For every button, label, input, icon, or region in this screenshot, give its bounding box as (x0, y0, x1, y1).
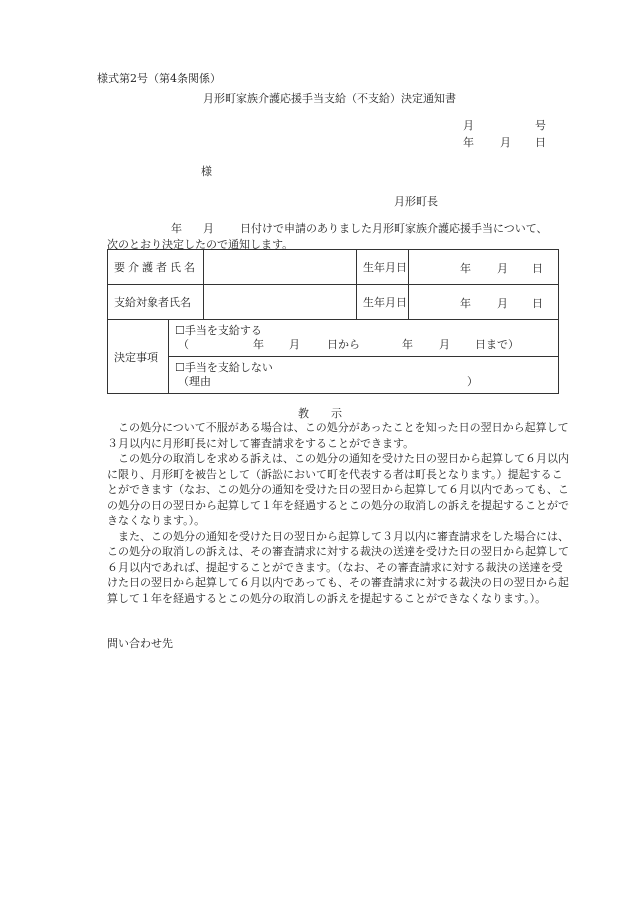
period-from-month: 月 (289, 338, 300, 351)
issue-date-month: 月 (500, 136, 511, 149)
reason-close: ） (467, 375, 478, 388)
issuer-name: 月形町長 (394, 195, 438, 208)
dob-year: 年 (460, 297, 471, 310)
contact-label: 問い合わせ先 (107, 637, 173, 650)
table-row (108, 250, 559, 285)
dob-day: 日 (532, 262, 543, 275)
notice-body (107, 420, 572, 606)
dob-day: 日 (532, 297, 543, 310)
period-to-year: 年 (402, 338, 413, 351)
dob-label: 生年月日 (357, 250, 409, 285)
care-recipient-dob-field[interactable] (409, 250, 559, 285)
period-open: （ (178, 338, 189, 351)
notice-paragraph: この処分について不服がある場合は、この処分があったことを知った日の翌日から起算して３月以内に月形町長に対して審査請求をすることができます。 (107, 421, 569, 450)
period-from-year: 年 (253, 338, 264, 351)
document-title: 月形町家族介護応援手当支給（不支給）決定通知書 (203, 92, 456, 105)
intro-text-line2: 次のとおり決定したので通知します。 (107, 238, 294, 251)
notice-paragraph: また、この処分の通知を受けた日の翌日から起算して３月以内に審査請求をした場合には、この処分の取消しの訴えは、その審査請求に対する裁決の送達を受けた日の翌日から起算して６月以内であれば、提起することができます。（なお、その審査請求に対する裁決の送達を受けた日の翌日から起算して６月以内であっても、その審査請求に対する裁決の日の翌日から起算して１年を経過するとこの処分の取消しの訴えを提起することができなくなります。）。 (107, 529, 569, 605)
option-pay-cell[interactable] (169, 320, 559, 357)
recipient-dob-field[interactable] (409, 285, 559, 320)
dob-month: 月 (497, 262, 508, 275)
intro-year: 年 (171, 222, 182, 235)
addressee-suffix: 様 (201, 165, 212, 178)
notice-paragraph: この処分の取消しを求める訴えは、この処分の通知を受けた日の翌日から起算して６月以内に限り、月形町を被告として（訴訟において町を代表する者は町長となります。）提起することができます（なお、この処分の通知を受けた日の翌日から起算して６月以内であっても、この処分の日の翌日から起算して１年を経過するとこの処分の取消しの訴えを提起することができなくなります。）。 (107, 452, 569, 527)
care-recipient-name-label: 要介護者氏名 (108, 250, 204, 285)
intro-month: 月 (203, 222, 214, 235)
dob-month: 月 (497, 297, 508, 310)
option-pay-checkbox[interactable]: ☐手当を支給する (175, 324, 262, 337)
decision-form-table (107, 249, 559, 394)
decision-label: 決定事項 (108, 320, 169, 394)
period-from-label: 日から (327, 338, 360, 351)
period-to-month: 月 (439, 338, 450, 351)
form-number: 様式第2号（第4条関係） (97, 72, 221, 85)
table-row (108, 320, 559, 357)
care-recipient-name-field[interactable] (204, 250, 357, 285)
issue-date-day: 日 (535, 136, 546, 149)
table-row (108, 285, 559, 320)
notice-heading: 教 示 (298, 407, 342, 420)
option-nopay-checkbox[interactable]: ☐手当を支給しない (175, 361, 273, 374)
dob-year: 年 (460, 262, 471, 275)
doc-number-suffix: 号 (535, 119, 546, 132)
issue-date-year: 年 (463, 136, 474, 149)
recipient-name-label: 支給対象者氏名 (108, 285, 204, 320)
recipient-name-field[interactable] (204, 285, 357, 320)
intro-text: 日付けで申請のありました月形町家族介護応援手当について、 (240, 222, 548, 235)
period-to-label: 日まで） (475, 338, 519, 351)
reason-open: （理由 (178, 375, 211, 388)
table-row (108, 357, 559, 394)
doc-number-month: 月 (463, 119, 474, 132)
dob-label: 生年月日 (357, 285, 409, 320)
option-nopay-cell[interactable] (169, 357, 559, 394)
